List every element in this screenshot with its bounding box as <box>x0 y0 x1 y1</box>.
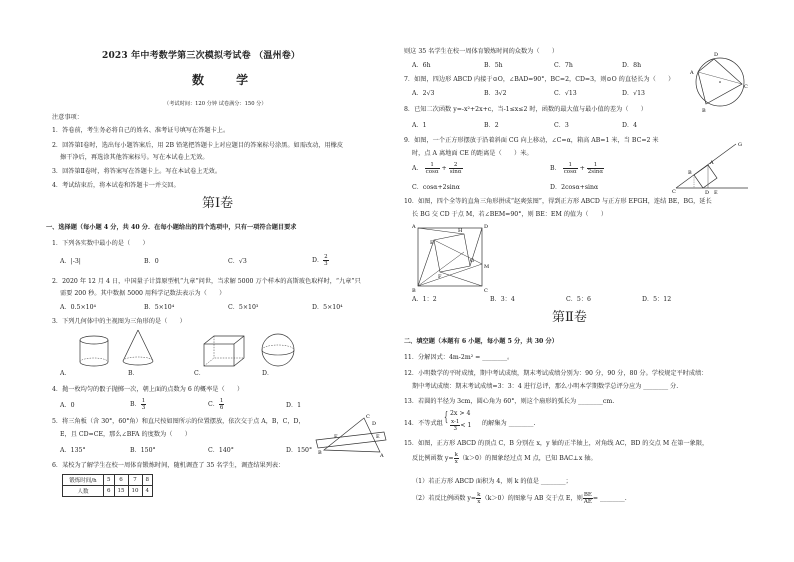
q15-ae: AE <box>583 499 592 505</box>
q10-zhaoshuang-figure <box>412 222 498 292</box>
q2-stem-line1: 2．2020 年 12 月 4 日，中国量子计算原型机“九章”问世，当求解 5000 万个样本的高斯玻色取样时，“九章”只 <box>52 278 361 285</box>
q9-slope-figure <box>672 138 750 194</box>
q5-figure <box>314 414 390 458</box>
q4-b-denominator: 3 <box>141 405 146 411</box>
table-row <box>63 475 153 486</box>
q9-b-den1: cosα <box>563 169 577 175</box>
q15-sub2-k: k <box>477 492 481 498</box>
q7-circle-figure <box>684 48 754 118</box>
q14-prefix: 14．不等式组 <box>404 420 443 427</box>
note-item: 4．考试结束后，将本试卷和答题卡一并交回。 <box>52 182 180 189</box>
q9-a-plus: + <box>441 165 447 172</box>
q3-option-a: A． <box>60 370 71 377</box>
q8-option-a: A．1 <box>412 122 427 129</box>
q14-ineq2 <box>450 419 471 432</box>
q9-option-b <box>550 162 604 175</box>
part2-instruction: 二、填空题（本题有 6 小题，每小题 5 分，共 30 分） <box>404 338 558 345</box>
q4-option-d: D．1 <box>286 402 302 409</box>
q6-stem-continued: 则这 35 名学生在校一周体育锻炼时间的众数为（ ） <box>404 48 559 55</box>
q5-option-d: D．150° <box>286 447 313 454</box>
q7-option-a: A．2√3 <box>412 90 435 97</box>
note-item: 3．回答第Ⅱ卷时，将答案写在答题卡上。写在本试卷上无效。 <box>52 168 222 175</box>
q1-option-d <box>312 254 329 267</box>
q14-suffix: 的解集为 ________. <box>482 420 536 427</box>
q7-option-b: B．3√2 <box>484 90 507 97</box>
q12-line1: 12．小明数学的平时成绩，期中考试成绩，期末考试成绩分别为：90 分，90 分，80 分。学校规定平时成绩： <box>404 370 708 377</box>
q7-label-a: A <box>690 70 694 76</box>
q9-option-a <box>412 162 463 175</box>
q7-label-d: D <box>714 52 719 58</box>
table-cell: 4 <box>142 486 153 497</box>
q5-label-c: C <box>366 414 370 420</box>
q1-d-denominator: 3 <box>324 261 328 267</box>
table-row <box>63 486 153 497</box>
q1-option-d-label: D． <box>312 257 324 264</box>
q9-a-den2: sinα <box>449 169 462 175</box>
table-cell: 15 <box>114 486 128 497</box>
q1-stem: 1．下列各实数中最小的是（ ） <box>52 240 149 247</box>
q4-c-denominator: 6 <box>219 405 224 411</box>
q15-k-num: k <box>454 452 458 458</box>
q9-a-num2: 2 <box>449 162 463 169</box>
q15-sub1: （1）若正方形 ABCD 面积为 4，则 k 的值是 ________； <box>412 478 572 485</box>
q4-stem: 4．抛一枚均匀的骰子抛掷一次，朝上面的点数为 6 的概率是（ ） <box>52 386 244 393</box>
q1-option-a: A．|-3| <box>60 258 81 265</box>
q15-sub2 <box>412 492 627 505</box>
q14-ineq1: 2x > 4 <box>450 410 471 417</box>
cuboid-figure <box>202 334 246 368</box>
q15-line2-end: （k＞0）的图象经过点 M 点，已知 BAC⊥x 轴。 <box>458 455 597 462</box>
q9-a-den1: cosα <box>425 169 439 175</box>
q10-label-b: B <box>412 288 416 294</box>
q15-sub2-x: x <box>477 499 481 505</box>
q5-label-f: F <box>334 434 338 440</box>
table-cell: 锻炼时间/h <box>63 475 104 486</box>
q10-label-h: H <box>458 228 463 234</box>
q14-ineq2-rest: < 1 <box>460 422 472 429</box>
q3-option-b: B． <box>128 370 139 377</box>
q6-table <box>62 474 153 497</box>
q5-stem-line2: E，且 CD=CE，那么∠BFA 的度数为（ ） <box>60 431 191 438</box>
q10-label-e: E <box>430 240 434 246</box>
q1-option-b: B．0 <box>144 258 159 265</box>
q7-option-c: C．√13 <box>554 90 577 97</box>
q10-label-d: D <box>484 224 489 230</box>
cylinder-figure <box>74 334 114 368</box>
q2-option-d: D．5×10⁴ <box>312 304 343 311</box>
q11-text: 11．分解因式：4m-2m² = ________。 <box>404 354 514 361</box>
part1-heading: 第Ⅰ卷 <box>202 196 234 211</box>
q1-option-c-math: √3 <box>238 258 247 265</box>
q9-option-d: D．2cosα+sinα <box>550 184 599 191</box>
exam-info: （考试时间：120 分钟 试卷满分：150 分） <box>164 101 267 107</box>
q5-option-c: C．140° <box>208 447 234 454</box>
table-cell: 8 <box>142 475 153 486</box>
q9-stem-line2: 时，点 A 离地面 CE 的距离是（ ）米。 <box>412 150 533 157</box>
q9-b-den2: 2sinα <box>587 169 604 175</box>
q12-line2: 期中考试成绩：期末考试成绩=3：3：4 进行总评，那么小明本学期数学总评分应为 ________ 分. <box>412 383 679 390</box>
q8-option-c: C．3 <box>554 122 569 129</box>
table-cell: 6 <box>104 486 115 497</box>
q9-label-g: G <box>738 142 742 148</box>
q4-option-b-label: B． <box>130 401 141 408</box>
q10-label-f: F <box>438 274 442 280</box>
q4-option-a: A．0 <box>60 402 75 409</box>
notes-heading: 注意事项： <box>52 114 83 121</box>
q9-stem-line1: 9．如图，一个正方形摆放于沿着斜面 CG 向上移动，∠C=α，箱高 AB=1 米，当 BC=2 米 <box>404 137 659 144</box>
q4-option-c <box>208 398 224 411</box>
q15-be: BE <box>583 492 592 498</box>
q9-b-plus: + <box>579 165 585 172</box>
q10-stem-line2: 长 BG 交 CD 于点 M，若∠BEM=90°，则 BE：EM 的值为（ ） <box>412 211 608 218</box>
q1-option-c <box>228 258 247 266</box>
q15-line2 <box>412 452 597 465</box>
part2-heading: 第Ⅱ卷 <box>552 310 587 325</box>
sphere-figure <box>258 330 298 370</box>
q15-sub2-mid: （k＞0）的图象与 AB 交于点 E，则 <box>481 495 583 502</box>
q10-label-c: C <box>484 288 488 294</box>
q2-option-c: C．5×10³ <box>228 304 259 311</box>
q4-b-numerator: 1 <box>141 398 146 404</box>
q3-option-d: D． <box>262 370 274 377</box>
table-cell: 10 <box>128 486 142 497</box>
q14-den: 3 <box>453 426 457 432</box>
q4-option-b <box>130 398 146 411</box>
note-item: 1．答卷前，考生务必将自己的姓名、准考证号填写在答题卡上。 <box>52 127 230 134</box>
q9-option-b-label: B． <box>550 165 561 172</box>
q6-option-c: C．7h <box>554 62 573 69</box>
q10-label-g: G <box>470 258 474 264</box>
q15-sub2-start: （2）若反比例函数 y= <box>412 495 477 502</box>
note-item: 2．回答第Ⅰ卷时，选出每小题答案后，用 2B 铅笔把答题卡上对应题目的答案标号涂黑。如需改动，用橡皮 <box>52 142 344 149</box>
part1-instruction: 一、选择题（每小题 4 分，共 40 分．在每小题给出的四个选项中，只有一项符合题目要求 <box>46 224 297 231</box>
q9-label-e: E <box>714 190 718 196</box>
q6-stem: 6．某校为了解学生在校一周体育锻炼时间，随机调查了 35 名学生，调查结果列表： <box>52 462 285 469</box>
q5-label-b: B <box>318 450 322 456</box>
q5-option-a: A．135° <box>60 447 86 454</box>
table-cell: 人数 <box>63 486 104 497</box>
cone-figure <box>118 328 158 368</box>
q15-line1: 15．如图，正方形 ABCD 的顶点 C，B 分别在 x，y 轴的正半轴上，对角线 AC，BD 的交点 M 在第一象限， <box>404 440 709 447</box>
q14-num: x-1 <box>451 419 460 425</box>
q3-stem: 3．下列几何体中的主视图为三角形的是（ ） <box>52 318 186 325</box>
q5-option-b: B．150° <box>130 447 156 454</box>
q7-stem: 7．如图，四边形 ABCD 内接于⊙O，∠BAD=90°，BC=2，CD=3，则⊙O 的直径长为（ ） <box>404 76 675 83</box>
q3-option-c: C． <box>194 370 205 377</box>
q4-option-c-label: C． <box>208 401 219 408</box>
q2-option-b: B．5×10⁴ <box>144 304 175 311</box>
note-item: 擦干净后，再选涂其他答案标号。写在本试卷上无效。 <box>60 154 209 161</box>
q1-d-numerator: 2 <box>324 254 328 260</box>
q15-line2-start: 反比例函数 y= <box>412 455 454 462</box>
q10-label-a: A <box>412 224 416 230</box>
q9-b-num2: 1 <box>587 162 604 169</box>
q7-option-d: D．√13 <box>622 90 645 97</box>
q2-option-a: A．0.5×10⁴ <box>60 304 97 311</box>
q9-label-b: B <box>688 170 692 176</box>
exam-title: 2023 年中考数学第三次模拟考试卷 （温州卷） <box>102 51 301 61</box>
q5-label-d: D <box>372 421 377 427</box>
q13-text: 13．若圆的半径为 3cm，圆心角为 60°，则这个扇形的弧长为 ________cm. <box>404 398 615 405</box>
q8-option-d: D．4 <box>622 122 638 129</box>
table-cell: 5 <box>104 475 115 486</box>
q9-option-a-label: A． <box>412 165 423 172</box>
q9-label-d: D <box>705 190 710 196</box>
q5-stem-line1: 5．将三角板（含 30°，60°角）和直尺按如图所示的位置摆放，依次交于点 A，B，C，D， <box>52 418 305 425</box>
q8-option-b: B．2 <box>484 122 499 129</box>
q4-c-numerator: 1 <box>219 398 224 404</box>
q10-option-a: A．1：2 <box>412 296 437 303</box>
q5-label-e: E <box>376 434 380 440</box>
q1-option-c-label: C． <box>228 258 239 265</box>
q7-label-c: C <box>744 84 748 90</box>
q6-option-d: D．8h <box>622 62 642 69</box>
q10-label-m: M <box>484 264 490 270</box>
q10-option-b: B．3：4 <box>490 296 515 303</box>
table-cell: 6 <box>114 475 128 486</box>
q15-sub2-end: = ________. <box>592 495 627 502</box>
table-cell: 7 <box>128 475 142 486</box>
q9-a-num1: 1 <box>425 162 440 169</box>
q9-b-num1: 1 <box>563 162 578 169</box>
q8-stem: 8．已知二次函数 y=-x²+2x+c，当-1≤x≤2 时，函数的最大值与最小值的差为（ ） <box>404 106 647 113</box>
q10-stem-line1: 10．如图，四个全等的直角三角形拼成“赵爽弦图”，得到正方形 ABCD 与正方形 EFGH，连结 BE，BG，延长 <box>404 198 712 205</box>
q15-x-den: x <box>454 459 458 465</box>
q14-brace-icon: { <box>444 410 449 425</box>
q2-stem-line2: 需要 200 秒。其中数据 5000 用科学记数法表示为（ ） <box>60 290 226 297</box>
q9-label-a: A <box>710 160 714 166</box>
q10-option-d: D．5：12 <box>642 296 672 303</box>
q6-option-b: B．5h <box>484 62 503 69</box>
q9-option-c: C．cosα+2sinα <box>412 184 460 191</box>
subject-title: 数 学 <box>192 73 263 87</box>
q9-label-c: C <box>672 189 676 195</box>
q7-label-b: B <box>702 108 706 114</box>
q5-label-a: A <box>380 453 384 459</box>
q10-option-c: C．5：6 <box>566 296 591 303</box>
q6-option-a: A．6h <box>412 62 431 69</box>
